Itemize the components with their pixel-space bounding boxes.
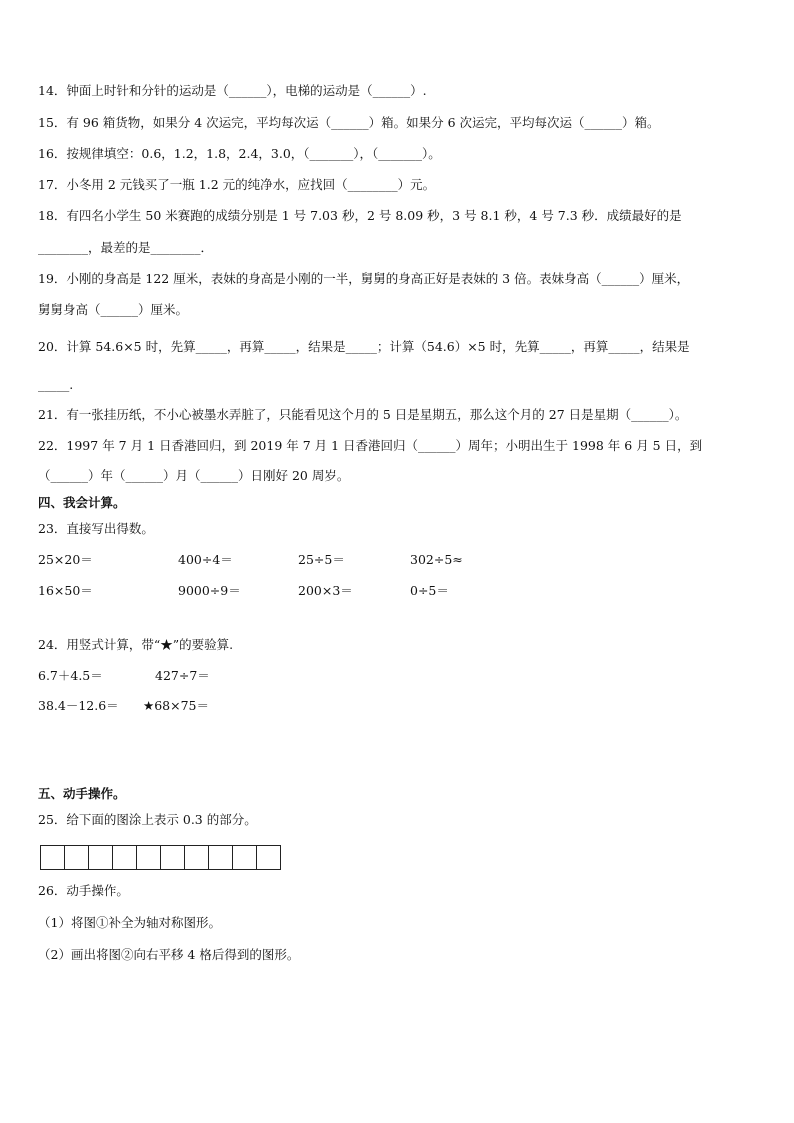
- question-24: 24．用竖式计算，带“★”的要验算.: [38, 637, 234, 652]
- question-19-line2: 舅舅身高（______）厘米。: [38, 302, 189, 317]
- grid-cell[interactable]: [233, 846, 257, 869]
- question-18-line2: ________，最差的是________．: [38, 240, 214, 255]
- section-5-title: 五、动手操作。: [38, 786, 126, 801]
- question-16: 16．按规律填空：0.6，1.2，1.8，2.4，3.0，（_______），（_______）。: [38, 146, 441, 161]
- calc-item: 0÷5＝: [410, 583, 449, 598]
- calc-item: 200×3＝: [298, 583, 353, 598]
- ten-cell-strip: [40, 845, 281, 870]
- question-17: 17．小冬用 2 元钱买了一瓶 1.2 元的纯净水，应找回（________）元。: [38, 177, 436, 192]
- question-26-part1: （1）将图①补全为轴对称图形。: [38, 915, 221, 930]
- question-15: 15．有 96 箱货物，如果分 4 次运完，平均每次运（______）箱。如果分 6 次运完，平均每次运（______）箱。: [38, 115, 660, 130]
- grid-cell[interactable]: [41, 846, 65, 869]
- vertical-calc-item: ★68×75＝: [143, 698, 209, 713]
- question-14: 14．钟面上时针和分针的运动是（______），电梯的运动是（______）.: [38, 83, 427, 98]
- question-21: 21．有一张挂历纸，不小心被墨水弄脏了，只能看见这个月的 5 日是星期五，那么这个月的 27 日是星期（______）。: [38, 407, 688, 422]
- grid-cell[interactable]: [65, 846, 89, 869]
- vertical-calc-item: 38.4－12.6＝: [38, 698, 119, 713]
- calc-item: 400÷4＝: [178, 552, 233, 567]
- vertical-calc-item: 6.7＋4.5＝: [38, 668, 103, 683]
- question-26: 26．动手操作。: [38, 883, 129, 898]
- question-20-line1: 20．计算 54.6×5 时，先算_____，再算_____，结果是_____；计算（54.6）×5 时，先算_____，再算_____，结果是: [38, 339, 690, 354]
- question-23: 23．直接写出得数。: [38, 521, 154, 536]
- grid-cell[interactable]: [161, 846, 185, 869]
- calc-item: 25÷5＝: [298, 552, 345, 567]
- calc-item: 9000÷9＝: [178, 583, 241, 598]
- vertical-calc-item: 427÷7＝: [155, 668, 210, 683]
- question-19-line1: 19．小刚的身高是 122 厘米，表妹的身高是小刚的一半，舅舅的身高正好是表妹的 3 倍。表妹身高（______）厘米，: [38, 271, 690, 286]
- question-22-line1: 22．1997 年 7 月 1 日香港回归，到 2019 年 7 月 1 日香港回归（______）周年；小明出生于 1998 年 6 月 5 日，到: [38, 438, 703, 453]
- grid-cell[interactable]: [89, 846, 113, 869]
- grid-cell[interactable]: [113, 846, 137, 869]
- question-22-line2: （______）年（______）月（______）日刚好 20 周岁。: [38, 468, 350, 483]
- grid-cell[interactable]: [137, 846, 161, 869]
- calc-item: 16×50＝: [38, 583, 93, 598]
- question-20-line2: _____.: [38, 377, 74, 392]
- grid-cell[interactable]: [257, 846, 281, 869]
- calc-item: 25×20＝: [38, 552, 93, 567]
- calc-item: 302÷5≈: [410, 552, 463, 567]
- question-25: 25．给下面的图涂上表示 0.3 的部分。: [38, 812, 257, 827]
- section-4-title: 四、我会计算。: [38, 495, 126, 510]
- grid-cell[interactable]: [185, 846, 209, 869]
- question-18-line1: 18．有四名小学生 50 米赛跑的成绩分别是 1 号 7.03 秒，2 号 8.09 秒，3 号 8.1 秒，4 号 7.3 秒．成绩最好的是: [38, 208, 682, 223]
- question-26-part2: （2）画出将图②向右平移 4 格后得到的图形。: [38, 947, 300, 962]
- grid-cell[interactable]: [209, 846, 233, 869]
